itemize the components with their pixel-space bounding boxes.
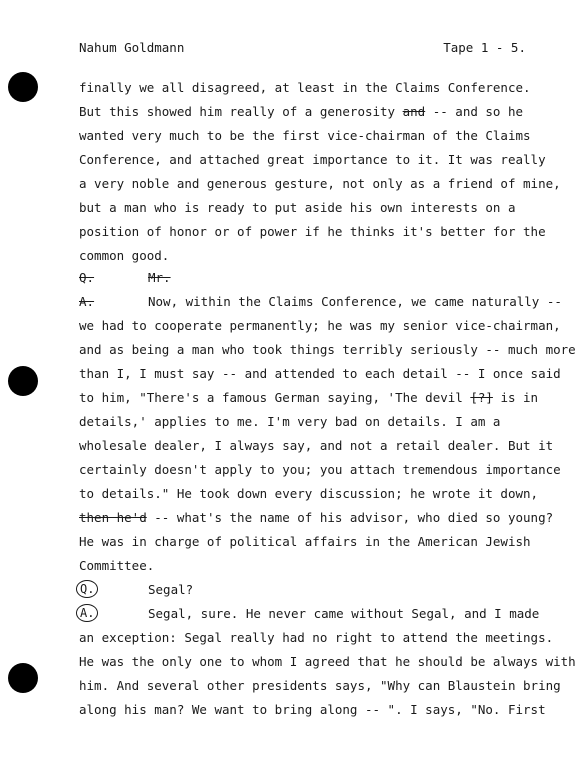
struck-question-marker: Q. — [79, 270, 95, 285]
text-line: we had to cooperate permanently; he was my senior vice-chairman, — [79, 318, 561, 333]
text-segment: to him, "There's a famous German saying, 'The devil — [79, 390, 471, 405]
answer-marker — [76, 604, 98, 622]
text-line: wholesale dealer, I always say, and not a retail dealer. But it — [79, 438, 554, 453]
text-line: to details." He took down every discussion; he wrote it down, — [79, 486, 539, 501]
interviewee-name: Nahum Goldmann — [79, 40, 185, 55]
text-line: details,' applies to me. I'm very bad on details. I am a — [79, 414, 501, 429]
struck-text: and — [402, 104, 426, 119]
question-marker — [76, 580, 98, 598]
struck-answer-marker: A. — [79, 294, 95, 309]
text-line: He was in charge of political affairs in the American Jewish — [79, 534, 531, 549]
page-header — [79, 40, 526, 60]
text-line — [79, 390, 538, 405]
text-segment: But this showed him really of a generosity — [79, 104, 403, 119]
text-line: Conference, and attached great importance to it. It was really — [79, 152, 546, 167]
text-line — [79, 104, 523, 119]
text-segment: is in — [492, 390, 539, 405]
punch-hole — [8, 72, 38, 102]
struck-text: then he'd — [79, 510, 147, 525]
question-text: Segal? — [148, 582, 194, 597]
tape-page-number: Tape 1 - 5. — [443, 40, 526, 55]
text-line: He was the only one to whom I agreed that he should be always with — [79, 654, 576, 669]
text-line: Now, within the Claims Conference, we came naturally -- — [148, 294, 562, 309]
circled-label: A. — [76, 604, 98, 622]
text-line: Committee. — [79, 558, 155, 573]
struck-speaker: Mr. — [148, 270, 171, 285]
punch-hole — [8, 366, 38, 396]
text-line: than I, I must say -- and attended to each detail -- I once said — [79, 366, 561, 381]
text-line: but a man who is ready to put aside his own interests on a — [79, 200, 516, 215]
text-line: and as being a man who took things terribly seriously -- much more — [79, 342, 576, 357]
text-line: an exception: Segal really had no right to attend the meetings. — [79, 630, 554, 645]
struck-text: [?] — [470, 390, 493, 405]
text-line: Segal, sure. He never came without Segal, and I made — [148, 606, 540, 621]
punch-hole — [8, 663, 38, 693]
text-line — [79, 510, 553, 525]
text-line: a very noble and generous gesture, not only as a friend of mine, — [79, 176, 561, 191]
text-line: wanted very much to be the first vice-chairman of the Claims — [79, 128, 531, 143]
text-line: certainly doesn't apply to you; you attach tremendous importance — [79, 462, 561, 477]
text-line: him. And several other presidents says, "Why can Blaustein bring — [79, 678, 561, 693]
text-line: finally we all disagreed, at least in the Claims Conference. — [79, 80, 531, 95]
text-line: along his man? We want to bring along -- ". I says, "No. First — [79, 702, 546, 717]
text-segment: -- what's the name of his advisor, who died so young? — [146, 510, 554, 525]
text-line: common good. — [79, 248, 170, 263]
circled-label: Q. — [76, 580, 98, 598]
text-line: position of honor or of power if he thinks it's better for the — [79, 224, 546, 239]
text-segment: -- and so he — [425, 104, 524, 119]
